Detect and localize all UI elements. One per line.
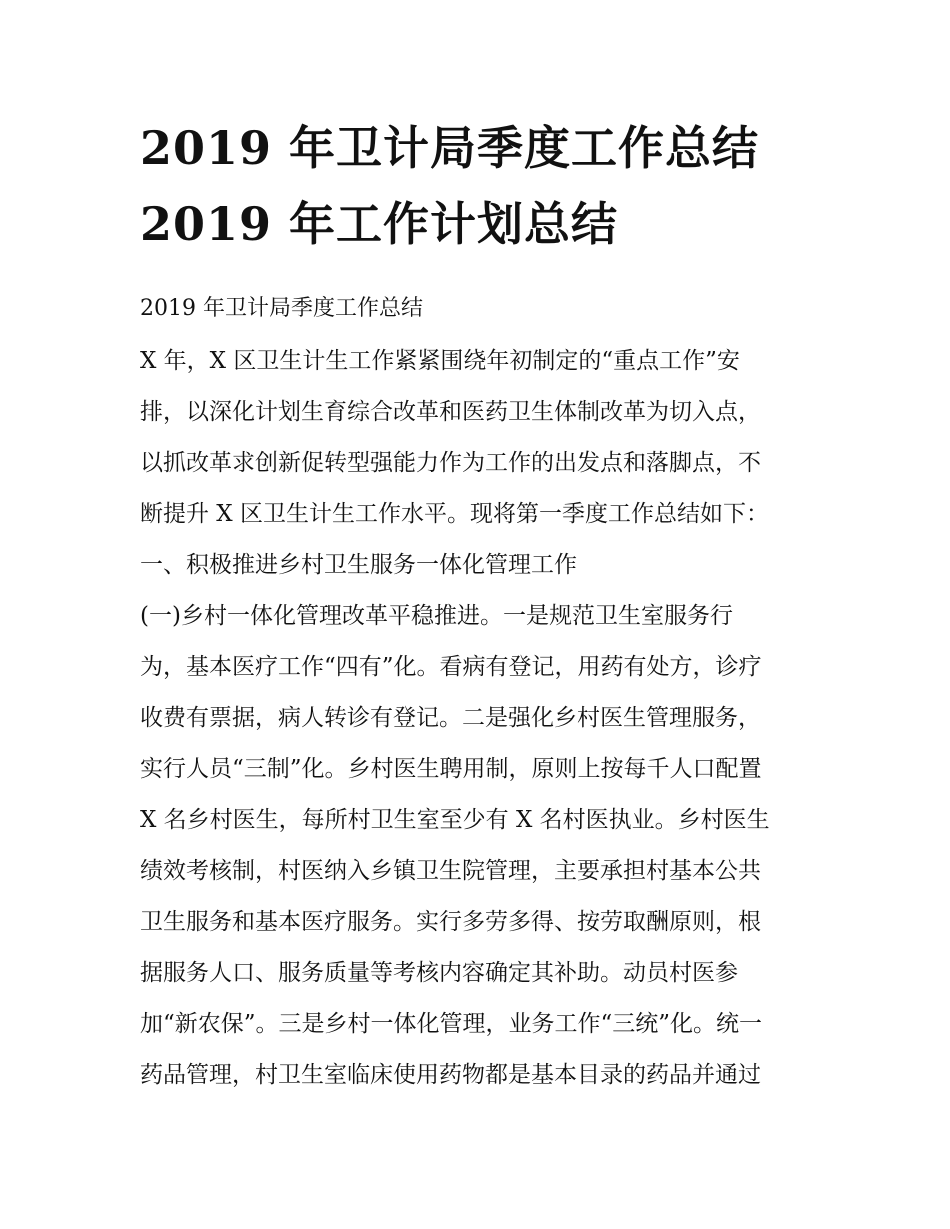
body-line: 卫生服务和基本医疗服务。实行多劳多得、按劳取酬原则，根 [140, 909, 761, 935]
body-line: X 年，X 区卫生计生工作紧紧围绕年初制定的“重点工作”安 [140, 348, 740, 374]
section-heading: 一、积极推进乡村卫生服务一体化管理工作 [140, 552, 577, 578]
body-line: 药品管理，村卫生室临床使用药物都是基本目录的药品并通过 [140, 1062, 761, 1088]
body-line: 收费有票据，病人转诊有登记。二是强化乡村医生管理服务， [140, 705, 761, 731]
body-line: 实行人员“三制”化。乡村医生聘用制，原则上按每千人口配置 [140, 756, 762, 782]
document-body [140, 336, 820, 1101]
body-line: 加“新农保”。三是乡村一体化管理，业务工作“三统”化。统一 [140, 1011, 763, 1037]
body-line: 绩效考核制，村医纳入乡镇卫生院管理，主要承担村基本公共 [140, 858, 761, 884]
body-line: 以抓改革求创新促转型强能力作为工作的出发点和落脚点，不 [140, 450, 761, 476]
document-title-line-1: 2019 年卫计局季度工作总结 [140, 121, 760, 175]
body-line: (一)乡村一体化管理改革平稳推进。一是规范卫生室服务行 [140, 603, 733, 629]
body-line: X 名乡村医生，每所村卫生室至少有 X 名村医执业。乡村医生 [140, 807, 770, 833]
body-line: 排，以深化计划生育综合改革和医药卫生体制改革为切入点， [140, 399, 761, 425]
document-page [140, 110, 820, 1101]
body-line: 据服务人口、服务质量等考核内容确定其补助。动员村医参 [140, 960, 738, 986]
document-subtitle: 2019 年卫计局季度工作总结 [140, 296, 423, 321]
body-line: 断提升 X 区卫生计生工作水平。现将第一季度工作总结如下： [140, 501, 769, 527]
body-line: 为，基本医疗工作“四有”化。看病有登记，用药有处方，诊疗 [140, 654, 762, 680]
document-title-line-2: 2019 年工作计划总结 [140, 197, 619, 251]
